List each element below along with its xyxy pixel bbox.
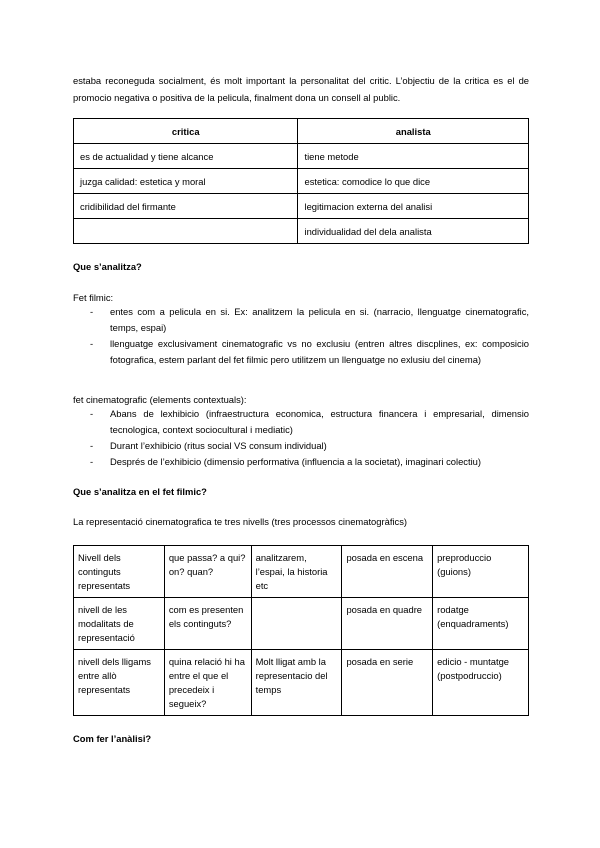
table-cell: cridibilidad del firmante xyxy=(74,194,298,219)
heading-que-sanalitza: Que s’analitza? xyxy=(73,261,142,272)
table-cell: legitimacion externa del analisi xyxy=(298,194,529,219)
table-cell: posada en escena xyxy=(342,546,433,598)
table-cell xyxy=(74,219,298,244)
heading-com-fer: Com fer l’anàlisi? xyxy=(73,733,152,744)
representacio-paragraph: La representació cinematografica te tres nivells (tres processos cinematogràfics) xyxy=(73,516,407,527)
table-cell: quina relació hi ha entre el que el precedeix i segueix? xyxy=(164,650,251,716)
table-cell: com es presenten els continguts? xyxy=(164,598,251,650)
list-item: - llenguatge exclusivament cinematografic vs no exclusiu (entren altres discplines, ex: composicio fotografica, estem parlant del fet filmic pero utilitzem un llenguatge no exlusiu del cinema) xyxy=(73,336,529,368)
table-cell: rodatge (enquadraments) xyxy=(433,598,529,650)
list-item: - Durant l’exhibicio (ritus social VS consum individual) xyxy=(73,438,529,454)
table-cell: juzga calidad: estetica y moral xyxy=(74,169,298,194)
list-item: - Abans de lexhibicio (infraestructura economica, estructura financera i empresarial, dimensio tecnologica, context sociocultural i mediatic) xyxy=(73,406,529,438)
header-critica: critica xyxy=(74,119,298,144)
table-cell: preproduccio (guions) xyxy=(433,546,529,598)
table-cell: Molt lligat amb la representacio del temps xyxy=(251,650,342,716)
fet-filmic-list xyxy=(73,304,529,368)
table-cell: analitzarem, l’espai, la historia etc xyxy=(251,546,342,598)
table-row xyxy=(74,169,529,194)
table-cell: edicio - muntatge (postpodruccio) xyxy=(433,650,529,716)
list-item: - entes com a pelicula en si. Ex: analitzem la pelicula en si. (narracio, llenguatge cinematografic, temps, espai) xyxy=(73,304,529,336)
table-row xyxy=(74,650,529,716)
list-item: - Després de l’exhibicio (dimensio performativa (influencia a la societat), imaginari colectiu) xyxy=(73,454,529,470)
table-cell: nivell dels lligams entre allò representats xyxy=(74,650,165,716)
table-cell: estetica: comodice lo que dice xyxy=(298,169,529,194)
table-cell: nivell de les modalitats de representació xyxy=(74,598,165,650)
fet-cinematografic-label: fet cinematografic (elements contextuals): xyxy=(73,394,247,405)
table-row xyxy=(74,546,529,598)
levels-table xyxy=(73,545,529,716)
table-row xyxy=(74,219,529,244)
table-cell: que passa? a qui? on? quan? xyxy=(164,546,251,598)
table-cell: individualidad del dela analista xyxy=(298,219,529,244)
table-cell: Nivell dels continguts representats xyxy=(74,546,165,598)
table-cell: posada en serie xyxy=(342,650,433,716)
table-row xyxy=(74,598,529,650)
intro-paragraph: estaba reconeguda socialment, és molt important la personalitat del critic. L’objectiu de la critica es el de promocio negativa o positiva de la pelicula, finalment dona un consell al public. xyxy=(73,75,529,103)
critica-analista-table xyxy=(73,118,529,244)
header-analista: analista xyxy=(298,119,529,144)
table-cell xyxy=(251,598,342,650)
fet-cinematografic-list xyxy=(73,406,529,470)
table-cell: posada en quadre xyxy=(342,598,433,650)
table-row xyxy=(74,194,529,219)
table-row xyxy=(74,144,529,169)
fet-filmic-label: Fet filmic: xyxy=(73,292,114,303)
table-header-row xyxy=(74,119,529,144)
heading-fet-filmic: Que s’analitza en el fet filmic? xyxy=(73,486,207,497)
table-cell: tiene metode xyxy=(298,144,529,169)
table-cell: es de actualidad y tiene alcance xyxy=(74,144,298,169)
